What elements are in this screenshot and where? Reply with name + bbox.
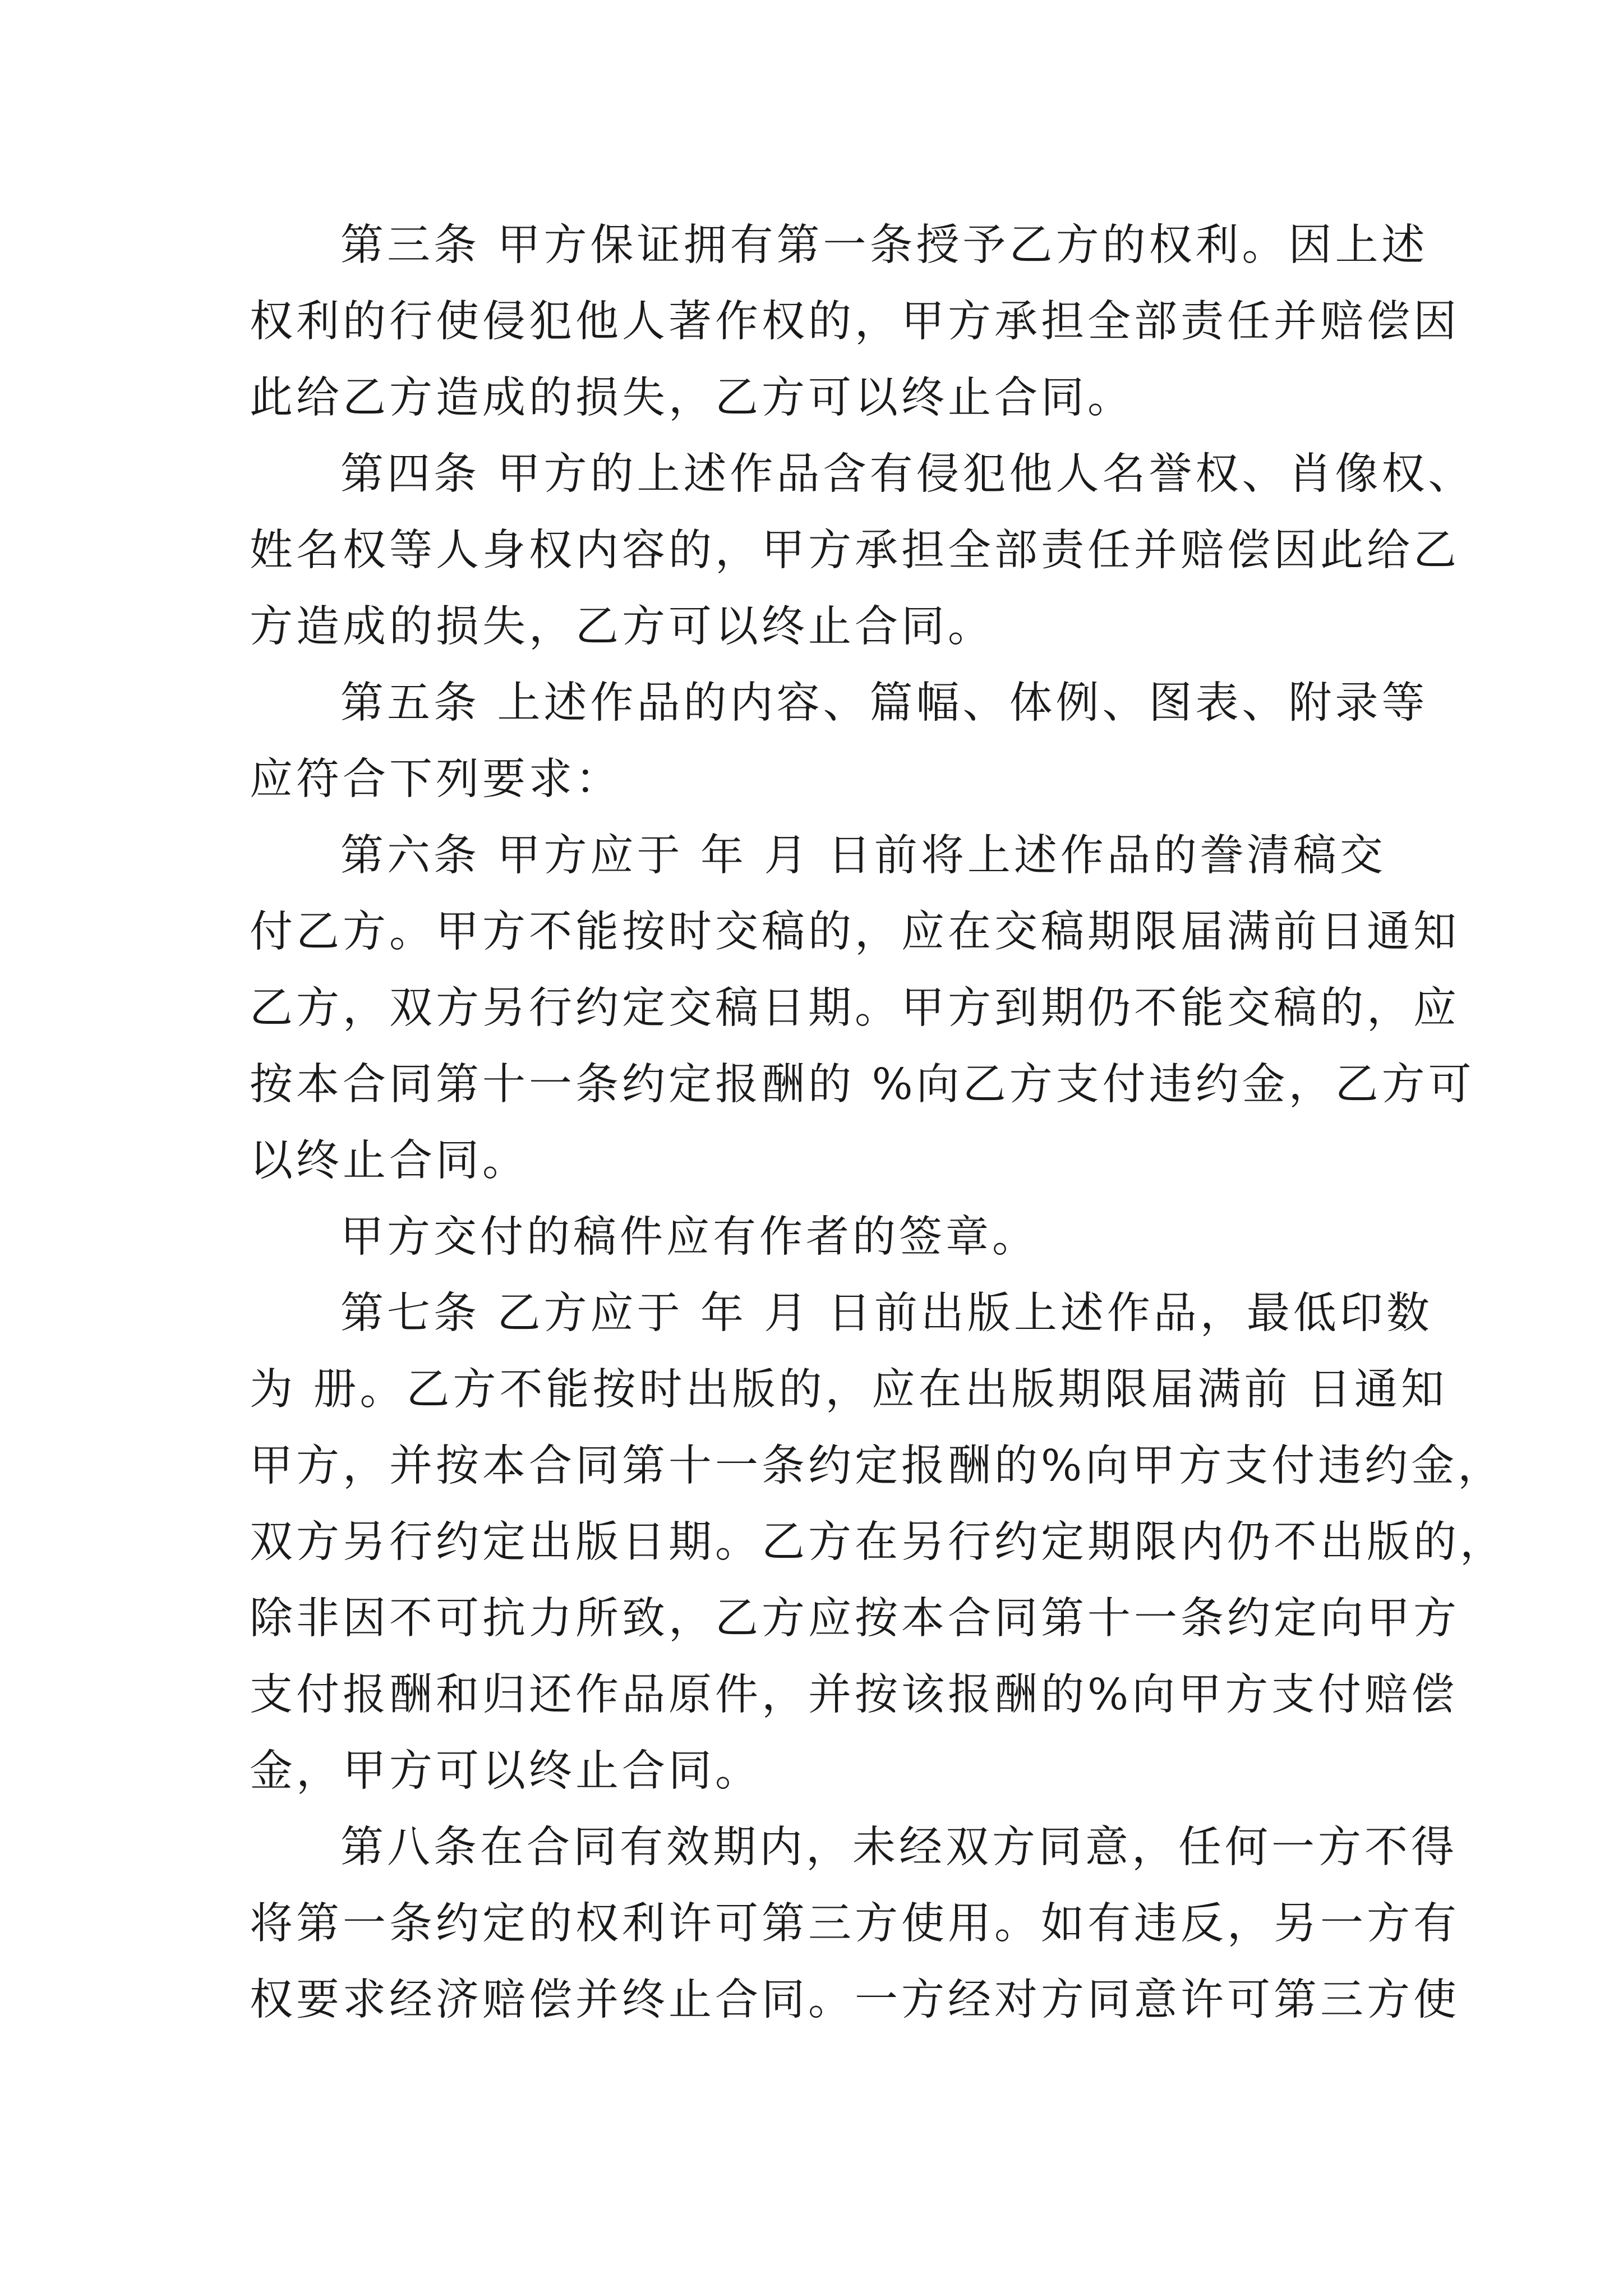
article-7-line-3: 甲方，并按本合同第十一条约定报酬的%向甲方支付违约金，	[250, 1441, 1505, 1491]
article-6-line-5: 以终止合同。	[250, 1136, 529, 1186]
article-7-line-4: 双方另行约定出版日期。乙方在另行约定期限内仍不出版的，	[250, 1517, 1506, 1567]
article-7-line-1: 第七条 乙方应于 年 月 日前出版上述作品，最低印数	[340, 1289, 1433, 1338]
article-8-line-2: 将第一条约定的权利许可第三方使用。如有违反，另一方有	[250, 1899, 1460, 1949]
article-4-line-1: 第四条 甲方的上述作品含有侵犯他人名誉权、肖像权、	[340, 449, 1475, 499]
article-6-line-1: 第六条 甲方应于 年 月 日前将上述作品的誊清稿交	[340, 831, 1386, 881]
contract-body	[250, 208, 1506, 2039]
article-7-line-7: 金，甲方可以终止合同。	[250, 1746, 762, 1796]
article-7-line-5: 除非因不可抗力所致，乙方应按本合同第十一条约定向甲方	[250, 1594, 1460, 1644]
article-8-line-3: 权要求经济赔偿并终止合同。一方经对方同意许可第三方使	[250, 1975, 1460, 2025]
article-3-line-2: 权利的行使侵犯他人著作权的，甲方承担全部责任并赔偿因	[250, 297, 1460, 347]
article-7-line-6: 支付报酬和归还作品原件，并按该报酬的%向甲方支付赔偿	[250, 1670, 1458, 1720]
article-5-line-2: 应符合下列要求：	[250, 754, 622, 804]
article-6-line-3: 乙方，双方另行约定交稿日期。甲方到期仍不能交稿的，应	[250, 983, 1460, 1033]
article-6-line-4: 按本合同第十一条约定报酬的 %向乙方支付违约金，乙方可	[250, 1060, 1475, 1110]
article-5-line-1: 第五条 上述作品的内容、篇幅、体例、图表、附录等	[340, 678, 1428, 728]
article-4-line-2: 姓名权等人身权内容的，甲方承担全部责任并赔偿因此给乙	[250, 526, 1460, 576]
article-6-line-2: 付乙方。甲方不能按时交稿的，应在交稿期限届满前日通知	[250, 907, 1460, 957]
article-6-signature-note: 甲方交付的稿件应有作者的签章。	[340, 1212, 1039, 1262]
article-3-line-1: 第三条 甲方保证拥有第一条授予乙方的权利。因上述	[340, 220, 1428, 270]
article-4-line-3: 方造成的损失，乙方可以终止合同。	[250, 602, 994, 652]
article-8-line-1: 第八条在合同有效期内，未经双方同意，任何一方不得	[340, 1823, 1458, 1872]
article-7-line-2: 为 册。乙方不能按时出版的，应在出版期限届满前 日通知	[250, 1365, 1447, 1415]
article-3-line-3: 此给乙方造成的损失，乙方可以终止合同。	[250, 373, 1134, 423]
